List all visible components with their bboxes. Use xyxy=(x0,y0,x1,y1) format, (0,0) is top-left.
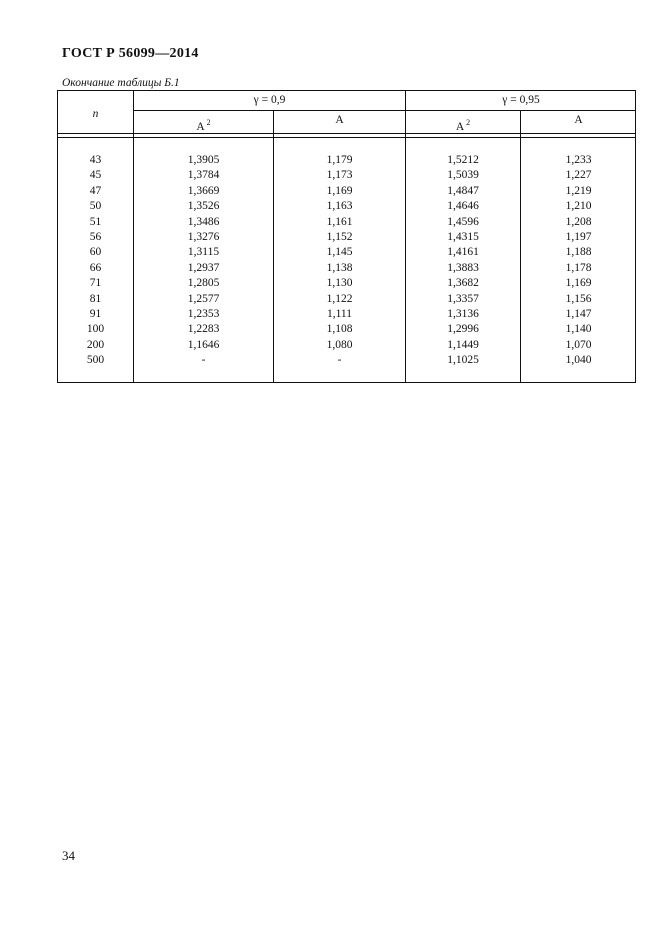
table-cell: 1,080 xyxy=(326,338,353,351)
column-n xyxy=(58,153,133,368)
table-cell: 1,3357 xyxy=(447,292,479,305)
table-cell: 100 xyxy=(86,323,105,336)
table-cell: 1,2996 xyxy=(447,323,479,336)
table-cell: 1,138 xyxy=(326,261,353,274)
header-a-squared: A $^2$ xyxy=(455,118,471,133)
table-cell: 45 xyxy=(89,169,102,182)
table-cell: 1,227 xyxy=(565,169,592,182)
table-cell: 1,140 xyxy=(565,323,592,336)
table-caption: Окончание таблицы Б.1 xyxy=(62,77,180,89)
table-cell: 1,3682 xyxy=(447,277,479,290)
table-cell: 1,2937 xyxy=(187,261,220,274)
document-header: ГОСТ Р 56099—2014 xyxy=(62,46,199,61)
table-cell: 1,3669 xyxy=(187,184,220,197)
table-cell: 1,111 xyxy=(326,307,353,320)
table-cell: 500 xyxy=(86,354,105,367)
table-cell: 47 xyxy=(89,184,102,197)
header-a-squared: A $^2$ xyxy=(196,118,211,133)
table-cell: 1,2353 xyxy=(187,307,220,320)
table-cell: 1,156 xyxy=(565,292,592,305)
table-cell: 1,145 xyxy=(326,246,353,259)
column-g09-a2 xyxy=(134,153,273,368)
table-cell: 1,169 xyxy=(565,277,592,290)
table-cell: 1,3905 xyxy=(187,154,220,166)
table-cell: 1,2577 xyxy=(187,292,220,305)
table-cell: 1,3526 xyxy=(187,200,220,213)
table-cell: 1,233 xyxy=(565,154,592,166)
table-cell: 1,210 xyxy=(565,200,592,213)
table-cell: 1,1449 xyxy=(447,338,479,351)
table-cell: 1,219 xyxy=(565,184,592,197)
table-cell: 91 xyxy=(89,307,102,320)
table-cell: 1,147 xyxy=(565,307,592,320)
table-cell: - xyxy=(201,354,206,367)
table-cell: 56 xyxy=(89,230,102,243)
table-cell: 1,4315 xyxy=(447,230,479,243)
table-cell: 1,122 xyxy=(326,292,353,305)
table-cell: 1,4161 xyxy=(447,246,479,259)
table-cell: 1,2805 xyxy=(187,277,220,290)
table-cell: 1,178 xyxy=(565,261,592,274)
header-gamma-095: γ = 0,95 xyxy=(502,94,540,106)
table-cell: - xyxy=(337,354,342,367)
header-a: A xyxy=(574,114,583,126)
table-cell: 66 xyxy=(89,261,102,274)
table-cell: 200 xyxy=(86,338,105,351)
table-cell: 71 xyxy=(89,277,102,290)
column-g095-a2 xyxy=(406,153,520,368)
column-g095-a xyxy=(521,153,636,368)
table-cell: 1,5039 xyxy=(447,169,479,182)
table-cell: 1,152 xyxy=(326,230,353,243)
header-n: n xyxy=(92,108,99,120)
table-cell: 1,197 xyxy=(565,230,592,243)
table-cell: 1,3784 xyxy=(187,169,220,182)
column-g09-a xyxy=(274,153,405,368)
table-rule xyxy=(58,137,635,138)
table-cell: 1,2283 xyxy=(187,323,220,336)
table-cell: 1,130 xyxy=(326,277,353,290)
table-cell: 43 xyxy=(89,154,102,166)
table-cell: 1,3276 xyxy=(187,230,220,243)
table-cell: 1,040 xyxy=(565,354,592,367)
table-cell: 1,070 xyxy=(565,338,592,351)
table-cell: 1,163 xyxy=(326,200,353,213)
table-cell: 51 xyxy=(89,215,102,228)
table-cell: 1,1646 xyxy=(187,338,220,351)
table-cell: 1,5212 xyxy=(447,154,479,166)
table-cell: 1,3136 xyxy=(447,307,479,320)
table-cell: 1,169 xyxy=(326,184,353,197)
table-cell: 1,4646 xyxy=(447,200,479,213)
table-cell: 1,188 xyxy=(565,246,592,259)
table-cell: 1,3115 xyxy=(187,246,220,259)
page-number: 34 xyxy=(62,848,75,863)
table-cell: 1,179 xyxy=(326,154,353,166)
table-cell: 60 xyxy=(89,246,102,259)
table-cell: 1,4847 xyxy=(447,184,479,197)
table-cell: 1,3883 xyxy=(447,261,479,274)
table-cell: 1,108 xyxy=(326,323,353,336)
header-a: A xyxy=(335,114,344,126)
table-cell: 1,208 xyxy=(565,215,592,228)
table-cell: 50 xyxy=(89,200,102,213)
table-cell: 1,4596 xyxy=(447,215,479,228)
table-cell: 1,3486 xyxy=(187,215,220,228)
table-cell: 81 xyxy=(89,292,102,305)
table-cell: 1,161 xyxy=(326,215,353,228)
table-rule xyxy=(133,110,635,111)
table-cell: 1,173 xyxy=(326,169,353,182)
header-gamma-09: γ = 0,9 xyxy=(253,94,286,106)
table-cell: 1,1025 xyxy=(447,354,479,367)
data-table xyxy=(57,90,636,383)
